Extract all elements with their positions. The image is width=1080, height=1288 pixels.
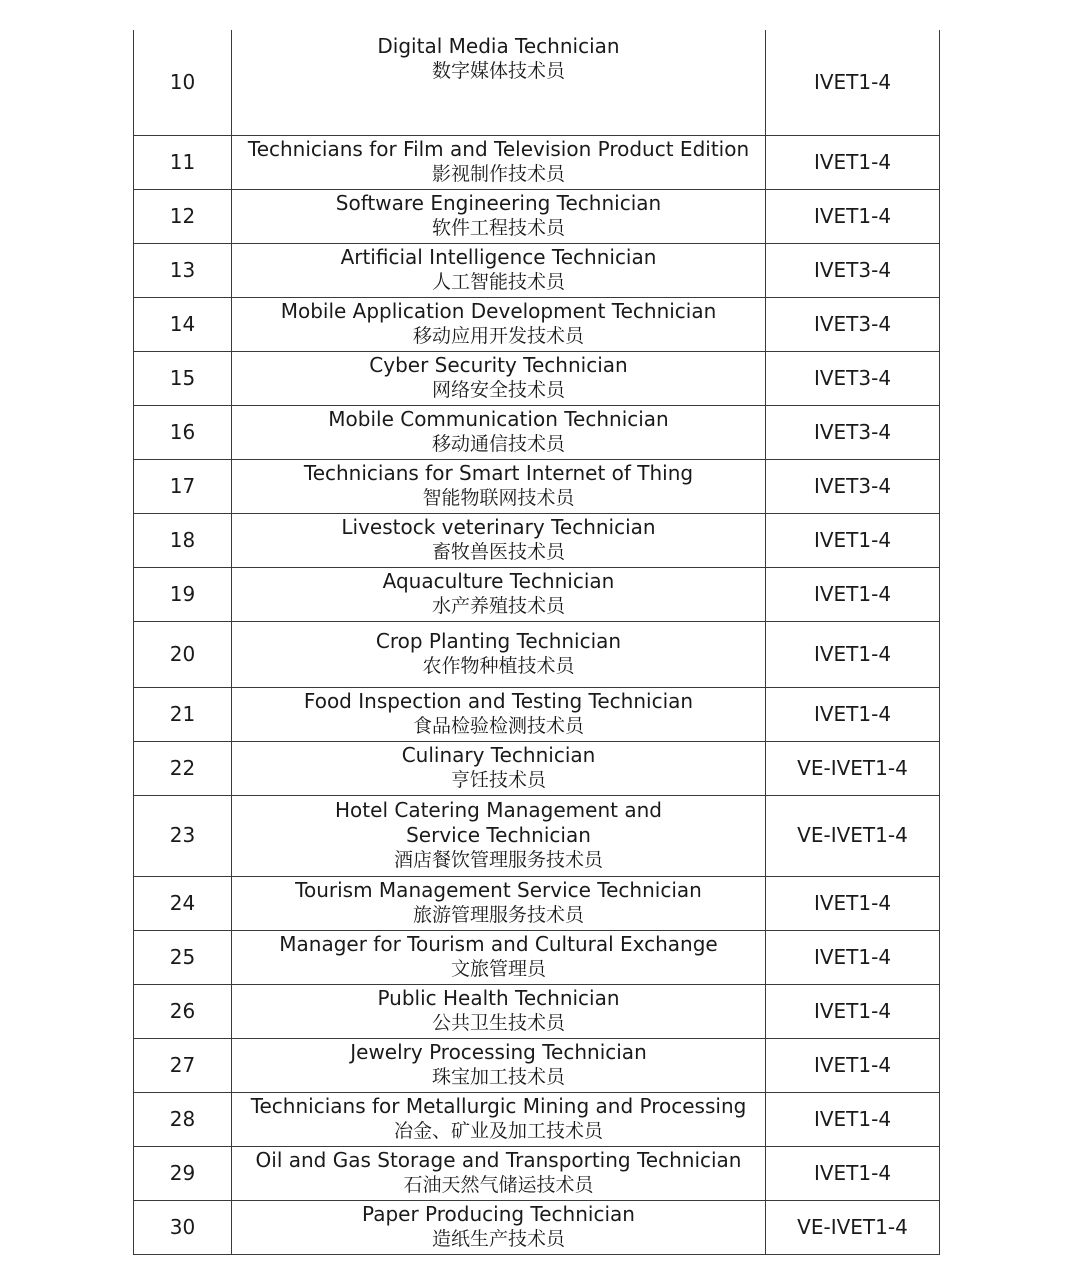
row-number: 29 — [134, 1146, 232, 1200]
occupation-name-zh: 酒店餐饮管理服务技术员 — [393, 849, 603, 871]
occupation-name-zh: 移动应用开发技术员 — [412, 325, 584, 347]
occupation-name-zh: 畜牧兽医技术员 — [431, 541, 565, 563]
row-number: 24 — [134, 876, 232, 930]
occupation-name-en: Mobile Communication Technician — [328, 407, 669, 431]
occupation-name — [232, 984, 766, 1038]
occupation-name — [232, 1092, 766, 1146]
occupation-name — [232, 930, 766, 984]
table-row — [134, 876, 940, 930]
level-range: IVET1-4 — [766, 984, 940, 1038]
table-row — [134, 30, 940, 135]
occupation-table-body — [134, 30, 940, 1254]
table-row — [134, 1038, 940, 1092]
occupation-name-zh: 人工智能技术员 — [431, 271, 565, 293]
occupation-name — [232, 795, 766, 876]
occupation-name-en: Manager for Tourism and Cultural Exchange — [279, 932, 718, 956]
level-range: IVET1-4 — [766, 1146, 940, 1200]
occupation-name-zh: 软件工程技术员 — [431, 217, 565, 239]
occupation-name — [232, 351, 766, 405]
occupation-name-en: Livestock veterinary Technician — [341, 515, 656, 539]
occupation-name — [232, 1200, 766, 1254]
row-number: 22 — [134, 741, 232, 795]
row-number: 26 — [134, 984, 232, 1038]
row-number: 16 — [134, 405, 232, 459]
table-row — [134, 351, 940, 405]
table-row — [134, 741, 940, 795]
row-number: 30 — [134, 1200, 232, 1254]
occupation-name-zh: 造纸生产技术员 — [431, 1228, 565, 1250]
row-number: 12 — [134, 189, 232, 243]
table-row — [134, 567, 940, 621]
occupation-name — [232, 741, 766, 795]
occupation-name-en: Oil and Gas Storage and Transporting Technician — [255, 1148, 742, 1172]
level-range: IVET1-4 — [766, 567, 940, 621]
level-range: IVET3-4 — [766, 405, 940, 459]
occupation-name-zh: 水产养殖技术员 — [431, 595, 565, 617]
occupation-name-zh: 公共卫生技术员 — [431, 1012, 565, 1034]
occupation-name-zh: 冶金、矿业及加工技术员 — [393, 1120, 603, 1142]
occupation-name — [232, 621, 766, 687]
table-row — [134, 1146, 940, 1200]
table-row — [134, 621, 940, 687]
occupation-name — [232, 876, 766, 930]
row-number: 27 — [134, 1038, 232, 1092]
occupation-name — [232, 189, 766, 243]
occupation-name-zh: 食品检验检测技术员 — [412, 715, 584, 737]
table-row — [134, 984, 940, 1038]
occupation-table — [133, 30, 940, 1255]
occupation-name-en: Public Health Technician — [377, 986, 620, 1010]
occupation-name-zh: 数字媒体技术员 — [431, 60, 565, 82]
row-number: 25 — [134, 930, 232, 984]
occupation-name-en: Aquaculture Technician — [382, 569, 615, 593]
table-row — [134, 1092, 940, 1146]
occupation-name — [232, 297, 766, 351]
row-number: 20 — [134, 621, 232, 687]
occupation-name — [232, 243, 766, 297]
occupation-name-en: Mobile Application Development Technician — [280, 299, 717, 323]
level-range: IVET1-4 — [766, 135, 940, 189]
occupation-name-en: Food Inspection and Testing Technician — [303, 689, 694, 713]
occupation-name-zh: 智能物联网技术员 — [422, 487, 575, 509]
level-range: IVET3-4 — [766, 243, 940, 297]
level-range: IVET1-4 — [766, 876, 940, 930]
table-row — [134, 243, 940, 297]
table-row — [134, 795, 940, 876]
level-range: IVET1-4 — [766, 189, 940, 243]
level-range: VE-IVET1-4 — [766, 741, 940, 795]
row-number: 17 — [134, 459, 232, 513]
table-row — [134, 189, 940, 243]
occupation-name-en: Technicians for Film and Television Product Edition — [247, 137, 750, 161]
table-row — [134, 297, 940, 351]
occupation-name — [232, 135, 766, 189]
level-range: IVET1-4 — [766, 621, 940, 687]
level-range: IVET3-4 — [766, 459, 940, 513]
level-range: IVET1-4 — [766, 30, 940, 135]
row-number: 10 — [134, 30, 232, 135]
table-row — [134, 687, 940, 741]
occupation-name-en: Crop Planting Technician — [375, 629, 622, 653]
occupation-name-en: Digital Media Technician — [377, 34, 620, 58]
level-range: IVET3-4 — [766, 297, 940, 351]
level-range: VE-IVET1-4 — [766, 1200, 940, 1254]
row-number: 15 — [134, 351, 232, 405]
occupation-name-en: Paper Producing Technician — [362, 1202, 635, 1226]
occupation-name-en: Software Engineering Technician — [335, 191, 662, 215]
row-number: 14 — [134, 297, 232, 351]
level-range: IVET3-4 — [766, 351, 940, 405]
occupation-name-en: Technicians for Metallurgic Mining and Processing — [250, 1094, 747, 1118]
table-row — [134, 1200, 940, 1254]
occupation-name-en: Cyber Security Technician — [369, 353, 628, 377]
occupation-name-zh: 移动通信技术员 — [431, 433, 565, 455]
table-row — [134, 405, 940, 459]
occupation-name — [232, 459, 766, 513]
row-number: 21 — [134, 687, 232, 741]
level-range: IVET1-4 — [766, 1038, 940, 1092]
occupation-name-en: Artificial Intelligence Technician — [340, 245, 657, 269]
level-range: IVET1-4 — [766, 1092, 940, 1146]
level-range: IVET1-4 — [766, 513, 940, 567]
occupation-name-zh: 石油天然气储运技术员 — [403, 1174, 594, 1196]
occupation-name — [232, 1146, 766, 1200]
occupation-name-en: Tourism Management Service Technician — [295, 878, 702, 902]
occupation-name-zh: 亨饪技术员 — [450, 769, 546, 791]
level-range: IVET1-4 — [766, 687, 940, 741]
row-number: 11 — [134, 135, 232, 189]
occupation-name-zh: 珠宝加工技术员 — [431, 1066, 565, 1088]
occupation-name-zh: 网络安全技术员 — [431, 379, 565, 401]
occupation-name — [232, 1038, 766, 1092]
table-row — [134, 513, 940, 567]
row-number: 23 — [134, 795, 232, 876]
row-number: 28 — [134, 1092, 232, 1146]
occupation-name — [232, 687, 766, 741]
occupation-name-zh: 旅游管理服务技术员 — [412, 904, 584, 926]
table-row — [134, 135, 940, 189]
occupation-name-zh: 文旅管理员 — [450, 958, 546, 980]
level-range: IVET1-4 — [766, 930, 940, 984]
occupation-name-zh: 影视制作技术员 — [431, 163, 565, 185]
row-number: 18 — [134, 513, 232, 567]
row-number: 19 — [134, 567, 232, 621]
occupation-name — [232, 405, 766, 459]
table-row — [134, 459, 940, 513]
table-row — [134, 930, 940, 984]
occupation-name-en: Technicians for Smart Internet of Thing — [303, 461, 694, 485]
occupation-name — [232, 513, 766, 567]
occupation-name — [232, 567, 766, 621]
occupation-name-zh: 农作物种植技术员 — [422, 655, 575, 677]
level-range: VE-IVET1-4 — [766, 795, 940, 876]
occupation-name-en: Jewelry Processing Technician — [350, 1040, 647, 1064]
occupation-name-en: Hotel Catering Management and Service Technician — [335, 798, 662, 847]
occupation-name — [232, 30, 766, 135]
occupation-name-en: Culinary Technician — [401, 743, 596, 767]
row-number: 13 — [134, 243, 232, 297]
